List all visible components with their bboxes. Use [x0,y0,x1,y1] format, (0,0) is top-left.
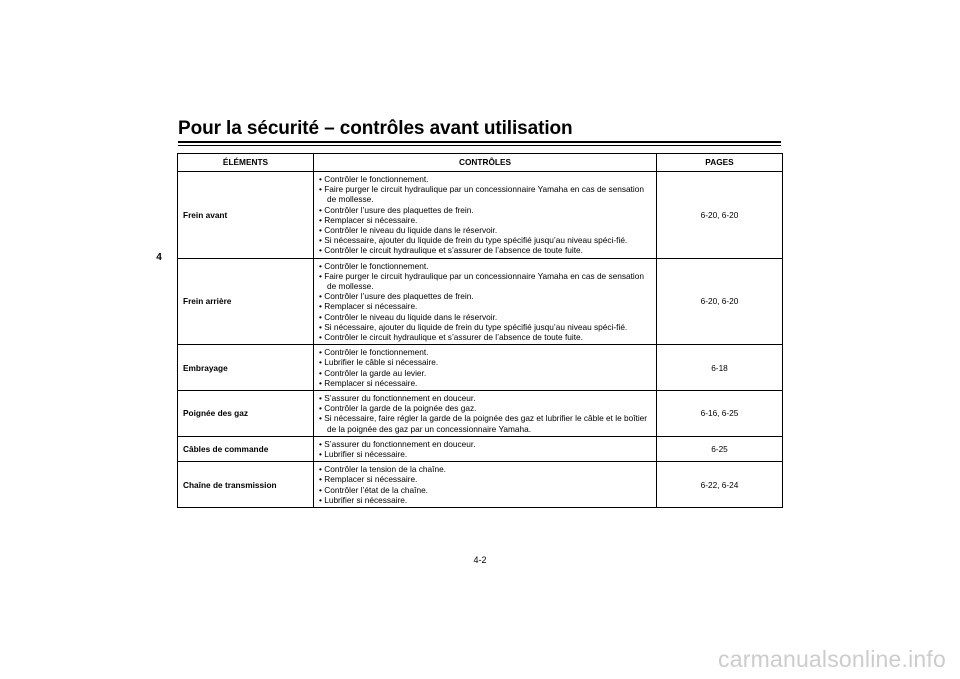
list-item: • S’assurer du fonctionnement en douceur. [319,439,651,449]
list-item: • Remplacer si nécessaire. [319,215,651,225]
table-header-row [178,154,783,172]
element-cell: Frein avant [178,172,314,259]
header-checks: CONTRÔLES [314,154,657,172]
list-item: • Contrôler l’usure des plaquettes de frein. [319,205,651,215]
checks-list [319,174,651,256]
list-item: • Lubrifier le câble si nécessaire. [319,357,651,367]
checks-list [319,393,651,434]
watermark: carmanualsonline.info [718,646,946,672]
list-item: • Contrôler le fonctionnement. [319,261,651,271]
list-item: • Faire purger le circuit hydraulique par un concessionnaire Yamaha en cas de sensation de mollesse. [319,271,651,291]
list-item: • Remplacer si nécessaire. [319,301,651,311]
list-item: • Contrôler la tension de la chaîne. [319,464,651,474]
title-rule-thin [178,145,781,146]
checks-list [319,347,651,388]
element-cell: Poignée des gaz [178,391,314,437]
header-elements: ÉLÉMENTS [178,154,314,172]
chapter-tab: 4 [156,252,162,263]
table-row [178,172,783,259]
list-item: • S’assurer du fonctionnement en douceur. [319,393,651,403]
pages-cell: 6-20, 6-20 [657,172,783,259]
pages-cell: 6-18 [657,345,783,391]
list-item: • Contrôler le circuit hydraulique et s’assurer de l’absence de toute fuite. [319,332,651,342]
list-item: • Remplacer si nécessaire. [319,378,651,388]
list-item: • Lubrifier si nécessaire. [319,449,651,459]
list-item: • Si nécessaire, ajouter du liquide de frein du type spécifié jusqu’au niveau spéci-fié. [319,322,651,332]
list-item: • Contrôler la garde de la poignée des gaz. [319,403,651,413]
list-item: • Contrôler le fonctionnement. [319,174,651,184]
checks-cell [314,391,657,437]
header-pages: PAGES [657,154,783,172]
list-item: • Contrôler le niveau du liquide dans le réservoir. [319,312,651,322]
list-item: • Si nécessaire, faire régler la garde de la poignée des gaz et lubrifier le câble et le boîtier de la poignée des gaz par un concessionnaire Yamaha. [319,413,651,433]
list-item: • Contrôler le fonctionnement. [319,347,651,357]
checks-list [319,464,651,505]
pages-cell: 6-16, 6-25 [657,391,783,437]
checks-cell [314,172,657,259]
list-item: • Faire purger le circuit hydraulique par un concessionnaire Yamaha en cas de sensation de mollesse. [319,184,651,204]
table-row [178,436,783,461]
list-item: • Lubrifier si nécessaire. [319,495,651,505]
table-row [178,391,783,437]
list-item: • Si nécessaire, ajouter du liquide de frein du type spécifié jusqu’au niveau spéci-fié. [319,235,651,245]
checks-cell [314,258,657,345]
list-item: • Contrôler le niveau du liquide dans le réservoir. [319,225,651,235]
checks-list [319,439,651,459]
page-number: 4-2 [473,555,487,565]
element-cell: Embrayage [178,345,314,391]
list-item: • Contrôler l’usure des plaquettes de frein. [319,291,651,301]
checks-cell [314,436,657,461]
element-cell: Frein arrière [178,258,314,345]
list-item: • Contrôler le circuit hydraulique et s’assurer de l’absence de toute fuite. [319,245,651,255]
checks-cell [314,462,657,508]
checks-cell [314,345,657,391]
table-row [178,462,783,508]
list-item: • Contrôler la garde au levier. [319,368,651,378]
element-cell: Chaîne de transmission [178,462,314,508]
table-body [178,172,783,508]
list-item: • Contrôler l’état de la chaîne. [319,485,651,495]
list-item: • Remplacer si nécessaire. [319,474,651,484]
element-cell: Câbles de commande [178,436,314,461]
pages-cell: 6-25 [657,436,783,461]
pages-cell: 6-22, 6-24 [657,462,783,508]
title-rule-thick [178,141,781,143]
checks-list [319,261,651,343]
pages-cell: 6-20, 6-20 [657,258,783,345]
page-title: Pour la sécurité – contrôles avant utilisation [178,118,573,139]
pre-operation-checks-table [177,153,783,508]
table-row [178,345,783,391]
table-row [178,258,783,345]
